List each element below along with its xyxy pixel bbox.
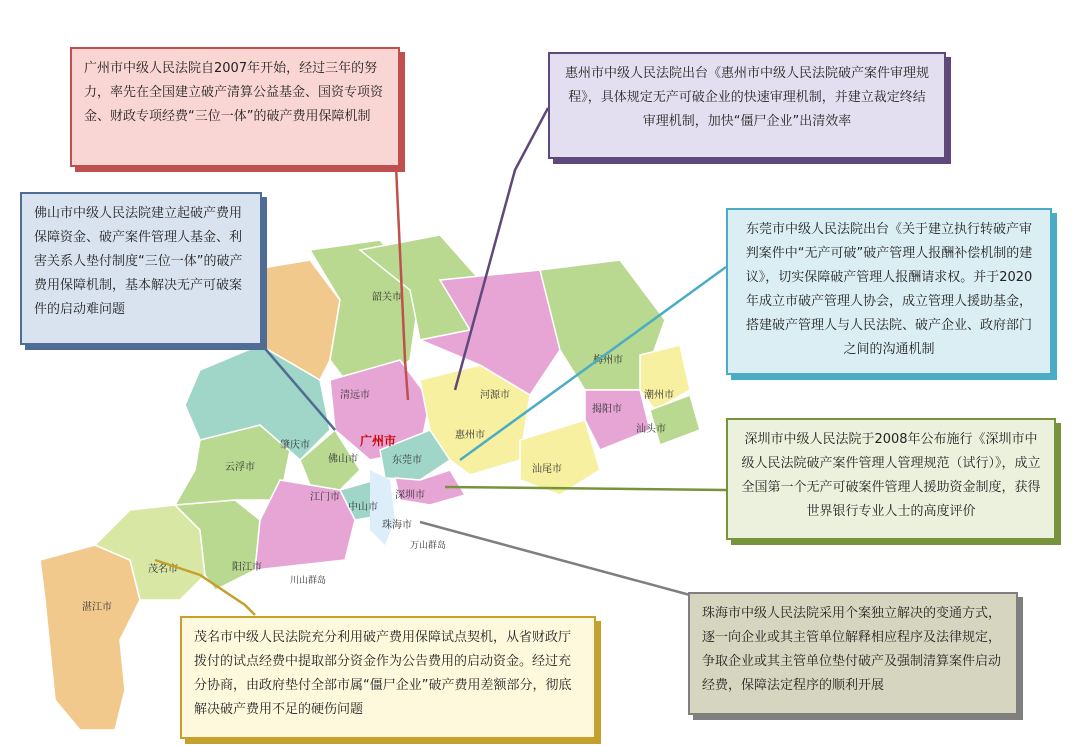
callout-shenzhen: [726, 418, 1056, 540]
callout-dongguan-text: 东莞市中级人民法院出台《关于建立执行转破产审判案件中“无产可破”破产管理人报酬补偿机制的建议》，切实保障破产管理人报酬请求权。并于2020年成立市破产管理人协会，成立管理人援助基金，搭建破产管理人与人民法院、破产企业、政府部门之间的沟通机制: [745, 222, 1033, 357]
label-shanwei: 汕尾市: [532, 464, 562, 475]
label-zhanjiang: 湛江市: [82, 602, 112, 613]
label-foshan: 佛山市: [328, 454, 358, 465]
label-wanshan: 万山群岛: [410, 541, 447, 551]
callout-zhuhai: [688, 592, 1018, 715]
label-jieyang: 揭阳市: [592, 404, 622, 415]
label-zhongshan: 中山市: [348, 502, 378, 513]
label-dongguan: 东莞市: [392, 455, 422, 466]
callout-dongguan: [726, 208, 1052, 375]
callout-guangzhou: [70, 47, 400, 167]
label-meizhou: 梅州市: [593, 355, 623, 366]
callout-foshan-text: 佛山市中级人民法院建立起破产费用保障资金、破产案件管理人基金、利害关系人垫付制度“三位一体”的破产费用保障机制，基本解决无产可破案件的启动难问题: [34, 206, 243, 317]
label-chaozhou: 潮州市: [644, 390, 674, 401]
callout-maoming-text: 茂名市中级人民法院充分利用破产费用保障试点契机，从省财政厅拨付的试点经费中提取部分资金作为公告费用的启动资金。经过充分协商，由政府垫付全部市属“僵尸企业”破产费用差额部分，彻底解决破产费用不足的硬伤问题: [194, 630, 572, 717]
label-huizhou: 惠州市: [455, 430, 485, 441]
label-shenzhen: 深圳市: [395, 490, 425, 501]
label-zhuhai: 珠海市: [382, 520, 412, 531]
label-shaoguan: 韶关市: [372, 292, 402, 303]
label-chuanshan: 川山群岛: [290, 576, 327, 586]
callout-huizhou-text: 惠州市中级人民法院出台《惠州市中级人民法院破产案件审理规程》，具体规定无产可破企业的快速审理机制，并建立裁定终结审理机制，加快“僵尸企业”出清效率: [564, 66, 929, 129]
label-guangzhou: 广州市: [360, 434, 397, 448]
label-qingyuan: 清远市: [340, 390, 370, 401]
callout-foshan: [20, 192, 262, 345]
callout-huizhou: [548, 52, 946, 159]
label-yunfu: 云浮市: [225, 462, 255, 473]
callout-guangzhou-text: 广州市中级人民法院自2007年开始，经过三年的努力，率先在全国建立破产清算公益基金、国资专项资金、财政专项经费“三位一体”的破产费用保障机制: [84, 61, 384, 124]
label-maoming: 茂名市: [148, 564, 178, 575]
label-jiangmen: 江门市: [310, 492, 340, 503]
label-yangjiang: 阳江市: [232, 562, 262, 573]
label-heyuan: 河源市: [480, 390, 510, 401]
label-shantou: 汕头市: [636, 424, 666, 435]
label-zhaoqing: 肇庆市: [280, 440, 310, 451]
callout-zhuhai-text: 珠海市中级人民法院采用个案独立解决的变通方式，逐一向企业或其主管单位解释相应程序及法律规定，争取企业或其主管单位垫付破产及强制清算案件启动经费，保障法定程序的顺利开展: [702, 606, 1002, 693]
callout-shenzhen-text: 深圳市中级人民法院于2008年公布施行《深圳市中级人民法院破产案件管理人管理规范（试行）》，成立全国第一个无产可破案件管理人援助资金制度，获得世界银行专业人士的高度评价: [741, 432, 1041, 519]
callout-maoming: [180, 616, 596, 739]
